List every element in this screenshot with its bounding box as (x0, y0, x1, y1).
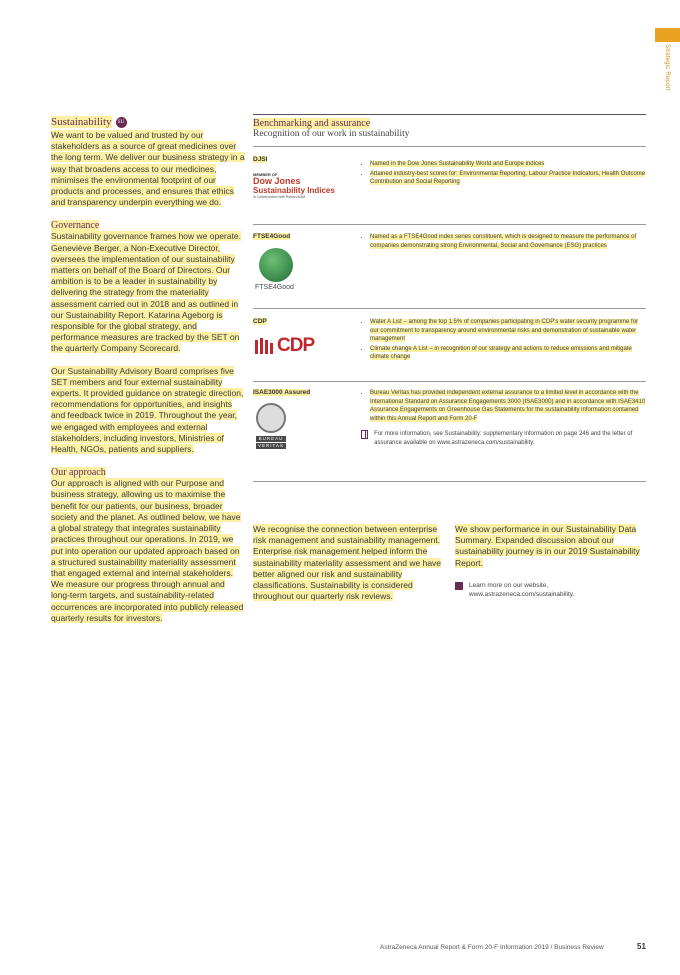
side-tab-label: Strategic Report (664, 44, 670, 91)
benchmark-bottom-rule (253, 481, 646, 482)
website-note-line1: Learn more on our website, (469, 582, 549, 589)
row-label: ISAE3000 Assured (253, 389, 311, 396)
sustainability-heading: Sustainability SU (51, 116, 245, 128)
intro-paragraph: We want to be valued and trusted by our stakeholders as a source of great medicines over the long term. We deliver our business strategy in a way that broadens access to our medicines, minimises the environmental footprint of our products and processes, and ensures that ethics and transparency underpin everything we do. (51, 130, 245, 208)
bureau-veritas-logo: BUREAU VERITAS (256, 403, 286, 457)
benchmark-title: Benchmarking and assurance (253, 118, 371, 129)
performance-paragraph: We show performance in our Sustainability Data Summary. Expanded discussion about our sustainability journey is in our 2019 Sustainability Report. (455, 524, 640, 568)
website-link[interactable]: www.astrazeneca.com/sustainability. (469, 591, 575, 598)
benchmark-subtitle: Recognition of our work in sustainability (253, 129, 410, 139)
djsi-bullets (361, 160, 646, 188)
risk-management-paragraph: We recognise the connection between enterprise risk management and sustainability management. Enterprise risk management helped inform the sustainability materiality assessment and we have better aligned our risk and sustainability classifications. Sustainability is considered throughout our quarterly risk reviews. (253, 524, 442, 602)
row-divider (253, 224, 646, 225)
benchmark-row-cdp (253, 318, 646, 373)
approach-paragraph: Our approach is aligned with our Purpose and business strategy, allowing us to maximise the benefit for our patients, our business, broader society and the planet. As outlined below, we have a global strategy that integrates sustainability practices throughout our operations. In 2019, we put into operation our updated approach based on a structured sustainability materiality assessment that engaged external and internal stakeholders. We measure our progress through annual and long-term targets, and sustainability-related occurrences are incorporated into publicly released quarterly results for investors. (51, 478, 244, 623)
footer-text: AstraZeneca Annual Report & Form 20-F Information 2019 / Business Review (380, 944, 604, 951)
governance-paragraph-1: Sustainability governance frames how we operate. Geneviève Berger, a Non-Executive Director, oversees the implementation of our sustainability matters on behalf of the Board of Directors. Our ambition is to be a leader in sustainability by delivering the strategy from the materiality assessment carried out in 2018 and as outlined in our Sustainability Report. Katarina Ageborg is responsible for the global strategy, and performance measures are tracked by the SET on the quarterly Company Scorecard. (51, 231, 241, 354)
more-info-text[interactable]: For more information, see Sustainability: supplementary information on page 246 and the letter of assurance available on www.astrazeneca.com/sustainability. (374, 431, 633, 446)
benchmark-row-djsi (253, 156, 646, 216)
row-label: DJSI (253, 156, 268, 163)
page-number: 51 (637, 942, 646, 951)
section-tab-marker (655, 28, 680, 42)
row-divider (253, 308, 646, 309)
ftse4good-logo-text: FTSE4Good (255, 284, 294, 291)
benchmark-header (253, 118, 646, 139)
cdp-bullets (361, 318, 646, 363)
bureau-veritas-seal-icon (256, 403, 286, 433)
approach-heading: Our approach (51, 467, 106, 479)
row-divider (253, 381, 646, 382)
website-note (455, 581, 647, 599)
row-label: FTSE4Good (253, 233, 291, 240)
governance-heading: Governance (51, 220, 100, 232)
isae-bullets (361, 389, 646, 448)
book-icon (361, 430, 368, 439)
ftse4good-bullets (361, 233, 646, 251)
bullet-item: • Named in the Dow Jones Sustainability World and Europe indices (370, 160, 646, 169)
bullet-item: • Climate change A List – in recognition of our strategy and actions to reduce emissions and mitigate climate change (370, 345, 646, 362)
website-icon (455, 582, 463, 590)
governance-paragraph-2: Our Sustainability Advisory Board comprises five SET members and four external sustainability experts. It provided guidance on strategic direction, recommendations for opportunities, and insights and feedback twice in 2019. Throughout the year, we engaged with employees and external stakeholders, including investors, Ministries of Health, NGOs, patients and suppliers. (51, 365, 244, 455)
row-label: CDP (253, 318, 267, 325)
bullet-item: • Attained industry-best scores for: Environmental Reporting, Labour Practice Indicators, Health Outcome Contribution and Social Reporting (370, 170, 646, 187)
cdp-logo: CDP (253, 336, 323, 363)
benchmark-row-ftse4good (253, 233, 646, 298)
benchmark-row-isae3000 (253, 389, 646, 474)
djsi-logo: MEMBER OF Dow Jones Sustainability Indices In Collaboration with RobecoSAM (253, 172, 335, 199)
left-column (51, 116, 245, 624)
bullet-item: • Named as a FTSE4Good index series constituent, which is designed to measure the performance of companies demonstrating strong Environmental, Social and Governance (ESG) practices (370, 233, 646, 250)
more-info-note (361, 430, 646, 447)
ftse4good-globe-icon (259, 248, 293, 282)
benchmark-top-rule (253, 114, 646, 115)
bullet-item: • Water A List – among the top 1.5% of companies participating in CDP's water security programme for our commitment to transparency around environmental risks and demonstration of sustainable water management (370, 318, 646, 344)
sustainability-badge-icon: SU (116, 117, 127, 128)
bullet-item: • Bureau Veritas has provided independent external assurance to a limited level in accordance with the International Standard on Assurance Engagements 3000 (ISAE3000) and in accordance with ISAE3410 Assurance Engagements on Greenhouse Gas Statements for the sustainability information contained within this Annual Report and Form 20-F (370, 389, 646, 423)
benchmark-header-rule (253, 146, 646, 147)
